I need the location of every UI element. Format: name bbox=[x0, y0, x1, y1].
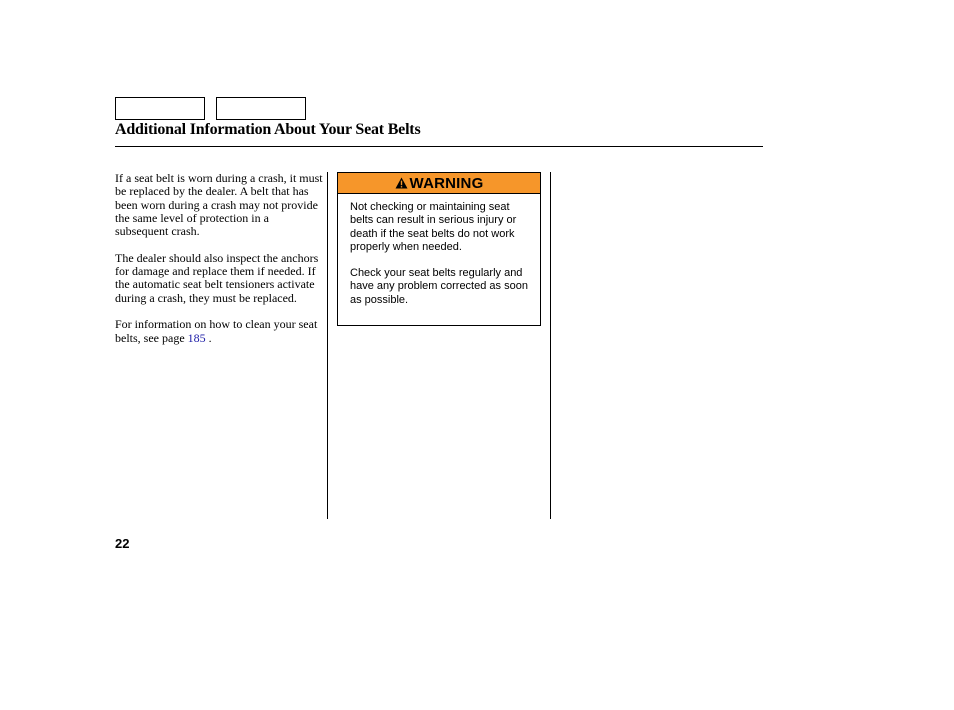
title-divider bbox=[115, 146, 763, 147]
paragraph-cleaning-reference bbox=[115, 318, 323, 345]
nav-button-next[interactable] bbox=[216, 97, 306, 120]
warning-triangle-icon bbox=[395, 177, 408, 189]
cleaning-suffix: . bbox=[205, 330, 212, 345]
page-title: Additional Information About Your Seat Belts bbox=[115, 121, 421, 138]
warning-paragraph-action: Check your seat belts regularly and have any problem corrected as soon as possible. bbox=[350, 267, 528, 306]
nav-button-previous[interactable] bbox=[115, 97, 205, 120]
cleaning-text: For information on how to clean your seat belts, see page bbox=[115, 317, 318, 345]
warning-label: WARNING bbox=[409, 174, 484, 192]
paragraph-replace-belt: If a seat belt is worn during a crash, it must be replaced by the dealer. A belt that has been worn during a crash may not provide the same level of protection in a subsequent crash. bbox=[115, 171, 323, 239]
warning-paragraph-consequence: Not checking or maintaining seat belts can result in serious injury or death if the seat belts do not work properly when needed. bbox=[350, 201, 517, 253]
page-link-185[interactable]: 185 bbox=[187, 330, 206, 345]
column-divider-right bbox=[550, 172, 551, 519]
left-column bbox=[115, 172, 323, 358]
column-divider-left bbox=[327, 172, 328, 519]
paragraph-inspect-anchors: The dealer should also inspect the anchors for damage and replace them if needed. If the automatic seat belt tensioners activate during a crash, they must be replaced. bbox=[115, 250, 319, 305]
warning-box bbox=[337, 172, 541, 326]
warning-body bbox=[338, 194, 540, 307]
warning-header bbox=[338, 173, 540, 194]
page-number: 22 bbox=[115, 536, 130, 551]
